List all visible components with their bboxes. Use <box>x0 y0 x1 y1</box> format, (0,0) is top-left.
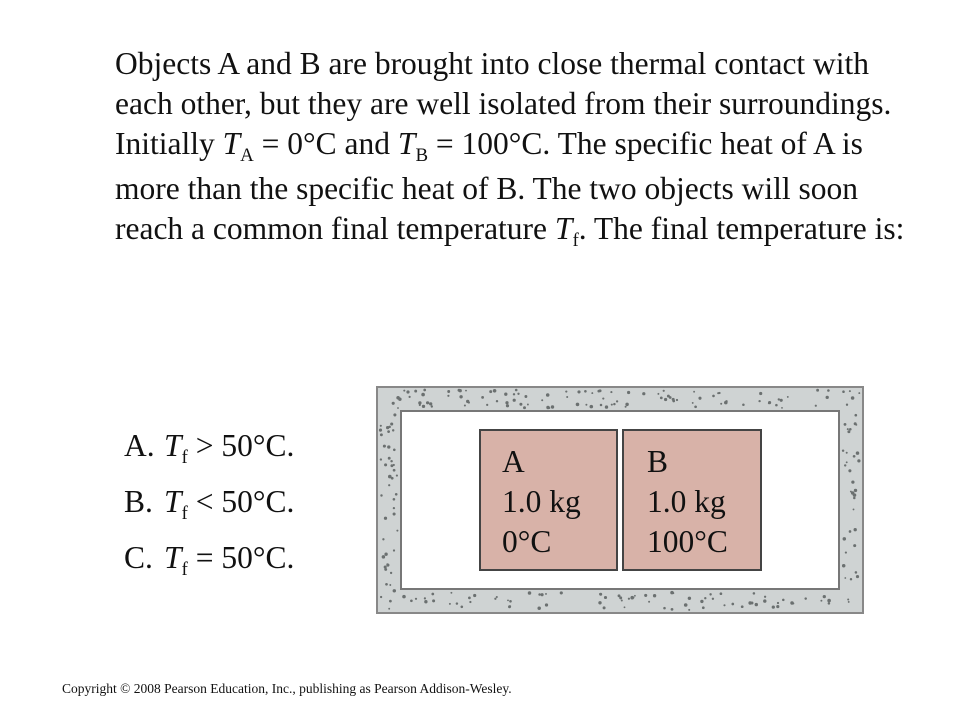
insulation-speck <box>393 498 396 501</box>
insulation-speck <box>380 596 382 598</box>
insulation-speck <box>393 449 396 452</box>
insulation-speck <box>468 402 470 404</box>
insulation-speck <box>847 430 850 433</box>
insulation-speck <box>804 597 806 599</box>
insulation-speck <box>605 405 608 408</box>
insulation-speck <box>827 599 831 603</box>
insulation-speck <box>384 463 387 466</box>
insulation-speck <box>504 393 507 396</box>
insulation-speck <box>853 497 856 500</box>
insulation-speck <box>382 555 386 559</box>
insulation-speck <box>688 609 690 611</box>
insulation-speck <box>758 400 760 402</box>
inner-cavity <box>401 411 839 589</box>
insulation-speck <box>847 428 849 430</box>
insulation-speck <box>823 595 826 598</box>
insulation-speck <box>851 480 854 483</box>
insulation-speck <box>591 392 593 394</box>
insulation-speck <box>507 599 509 601</box>
insulation-speck <box>395 493 398 496</box>
object-a-mass: 1.0 kg <box>502 484 581 519</box>
object-a-name: A <box>502 444 525 479</box>
insulation-speck <box>390 460 392 462</box>
insulation-speck <box>393 512 396 515</box>
insulation-speck <box>657 393 659 395</box>
insulation-speck <box>461 606 464 609</box>
insulation-speck <box>816 389 819 392</box>
insulation-speck <box>388 608 390 610</box>
insulation-speck <box>431 405 433 407</box>
insulation-speck <box>851 491 855 495</box>
insulation-speck <box>753 592 756 595</box>
insulation-speck <box>856 575 859 578</box>
insulation-speck <box>603 606 606 609</box>
insulation-speck <box>380 494 382 496</box>
insulation-speck <box>406 390 409 393</box>
insulation-speck <box>723 604 725 606</box>
temp-a-subscript: A <box>240 144 254 166</box>
insulation-speck <box>389 600 392 603</box>
insulation-speck <box>386 564 389 567</box>
insulation-speck <box>410 599 413 602</box>
insulation-speck <box>493 389 497 393</box>
insulation-speck <box>845 552 847 554</box>
insulation-speck <box>421 393 425 397</box>
insulation-speck <box>854 414 857 417</box>
insulation-speck <box>393 464 395 466</box>
insulation-speck <box>768 402 770 404</box>
insulation-speck <box>481 396 484 399</box>
insulation-speck <box>618 594 621 597</box>
insulation-speck <box>844 464 846 466</box>
insulation-speck <box>403 390 405 392</box>
insulation-speck <box>844 423 847 426</box>
insulation-speck <box>664 398 667 401</box>
insulation-speck <box>379 428 382 431</box>
insulation-speck <box>712 598 714 600</box>
insulation-speck <box>469 601 471 603</box>
copyright-notice: Copyright © 2008 Pearson Education, Inc., publishing as Pearson Addison-Wesley. <box>62 681 512 696</box>
object-b-mass: 1.0 kg <box>647 484 726 519</box>
insulation-speck <box>496 596 498 598</box>
insulation-speck <box>414 390 417 393</box>
insulation-speck <box>624 606 626 608</box>
insulation-speck <box>759 392 762 395</box>
insulation-speck <box>846 461 848 463</box>
insulation-speck <box>545 603 548 606</box>
insulation-speck <box>393 469 396 472</box>
insulation-speck <box>842 564 845 567</box>
insulation-speck <box>523 406 526 409</box>
insulation-speck <box>566 396 568 398</box>
insulation-speck <box>560 591 563 594</box>
insulation-speck <box>669 396 672 399</box>
temp-b-variable: T <box>397 126 416 161</box>
insulation-speck <box>384 568 387 571</box>
insulation-speck <box>849 530 852 533</box>
insulation-speck <box>513 399 516 402</box>
question-part-2: = 0°C and <box>253 126 398 161</box>
insulated-container-figure <box>376 386 864 614</box>
insulation-speck <box>688 597 691 600</box>
insulation-speck <box>459 389 462 392</box>
insulation-speck <box>528 591 532 595</box>
insulation-speck <box>616 400 618 402</box>
insulation-speck <box>426 401 429 404</box>
answer-choices <box>124 418 364 586</box>
insulation-speck <box>393 507 395 509</box>
insulation-speck <box>847 598 849 600</box>
insulation-speck <box>855 571 858 574</box>
insulation-speck <box>380 433 383 436</box>
insulation-speck <box>644 594 647 597</box>
insulation-speck <box>447 390 450 393</box>
insulation-speck <box>509 600 512 603</box>
insulation-speck <box>782 599 785 602</box>
insulation-speck <box>515 389 518 392</box>
insulation-speck <box>447 395 449 397</box>
insulation-speck <box>742 403 745 406</box>
insulation-speck <box>468 597 471 600</box>
insulation-speck <box>456 602 458 604</box>
insulation-speck <box>548 407 550 409</box>
insulation-speck <box>630 596 634 600</box>
insulation-speck <box>731 603 734 606</box>
insulation-speck <box>846 404 848 406</box>
insulation-speck <box>763 599 766 602</box>
choice-text: < 50°C. <box>187 484 295 519</box>
insulation-speck <box>429 402 432 405</box>
insulation-speck <box>393 549 395 551</box>
insulation-speck <box>663 390 665 392</box>
insulation-speck <box>545 593 547 595</box>
insulation-speck <box>494 598 496 600</box>
insulation-speck <box>432 599 435 602</box>
insulation-speck <box>384 553 387 556</box>
choice-b[interactable] <box>124 474 364 530</box>
insulation-speck <box>671 608 674 611</box>
insulation-speck <box>611 404 613 406</box>
insulation-speck <box>724 401 728 405</box>
insulation-speck <box>684 603 688 607</box>
insulation-speck <box>391 477 394 480</box>
choice-subscript: f <box>181 446 188 468</box>
insulation-speck <box>621 599 623 601</box>
insulation-speck <box>698 397 701 400</box>
insulation-speck <box>704 597 706 599</box>
insulation-speck <box>576 403 580 407</box>
insulation-speck <box>755 603 758 606</box>
insulation-speck <box>672 398 675 401</box>
choice-letter: A. <box>124 428 155 463</box>
insulation-speck <box>392 429 394 431</box>
insulation-speck <box>409 396 411 398</box>
insulation-speck <box>780 399 783 402</box>
choice-letter: C. <box>124 540 153 575</box>
insulation-speck <box>424 597 426 599</box>
insulation-speck <box>496 400 498 402</box>
insulation-speck <box>390 572 392 574</box>
insulation-speck <box>787 396 789 398</box>
insulation-speck <box>700 600 703 603</box>
insulation-speck <box>602 398 604 400</box>
insulation-speck <box>541 399 543 401</box>
insulation-speck <box>383 445 386 448</box>
insulation-speck <box>431 593 434 596</box>
insulation-speck <box>854 489 857 492</box>
insulation-speck <box>382 538 384 540</box>
insulation-speck <box>449 603 451 605</box>
insulation-speck <box>464 404 466 406</box>
insulation-speck <box>393 589 396 592</box>
insulation-speck <box>465 390 467 392</box>
insulation-speck <box>489 390 492 393</box>
insulation-speck <box>776 605 779 608</box>
figure-svg <box>376 386 864 614</box>
insulation-speck <box>663 607 666 610</box>
insulation-speck <box>513 393 515 395</box>
insulation-speck <box>855 424 857 426</box>
insulation-speck <box>390 422 393 425</box>
insulation-speck <box>851 396 855 400</box>
object-b-temp: 100°C <box>647 524 728 559</box>
insulation-speck <box>775 404 778 407</box>
choice-variable: T <box>164 540 182 575</box>
insulation-speck <box>424 600 427 603</box>
insulation-speck <box>422 405 425 408</box>
insulation-speck <box>415 598 417 600</box>
insulation-speck <box>850 578 852 580</box>
insulation-speck <box>826 396 829 399</box>
choice-subscript: f <box>181 502 188 524</box>
insulation-speck <box>398 397 401 400</box>
insulation-speck <box>648 601 650 603</box>
choice-subscript: f <box>181 558 188 580</box>
insulation-speck <box>519 403 522 406</box>
insulation-speck <box>772 605 775 608</box>
insulation-speck <box>634 595 636 597</box>
insulation-speck <box>720 592 723 595</box>
temp-b-subscript: B <box>415 144 429 166</box>
insulation-speck <box>396 530 398 532</box>
choice-a[interactable] <box>124 418 364 474</box>
insulation-speck <box>388 484 390 486</box>
insulation-speck <box>565 391 567 393</box>
insulation-speck <box>599 593 601 595</box>
insulation-speck <box>853 508 855 510</box>
choice-variable: T <box>164 428 182 463</box>
insulation-speck <box>384 517 387 520</box>
insulation-speck <box>546 393 550 397</box>
insulation-speck <box>509 605 511 607</box>
question-part-1: Objects A and B are brought into close thermal contact with each other, but they are well isolated from their surroundings. Initially <box>115 46 892 161</box>
insulation-speck <box>524 395 527 398</box>
insulation-speck <box>709 593 711 595</box>
insulation-speck <box>694 405 697 408</box>
insulation-speck <box>397 407 399 409</box>
insulation-speck <box>849 390 851 392</box>
insulation-speck <box>385 583 388 586</box>
choice-variable: T <box>164 484 182 519</box>
insulation-speck <box>653 594 656 597</box>
insulation-speck <box>625 406 627 408</box>
insulation-speck <box>853 544 856 547</box>
question-text <box>115 44 915 254</box>
object-a-temp: 0°C <box>502 524 552 559</box>
insulation-speck <box>537 606 540 609</box>
insulation-speck <box>764 596 766 598</box>
insulation-speck <box>610 391 612 393</box>
insulation-speck <box>517 393 519 395</box>
insulation-speck <box>541 593 544 596</box>
insulation-speck <box>392 402 395 405</box>
insulation-speck <box>856 451 860 455</box>
insulation-speck <box>828 602 831 605</box>
question-part-3: = 100°C. The specific heat of A is more than the specific heat of B. The two objects will soon reach a common final temperature <box>115 126 863 246</box>
insulation-speck <box>627 391 630 394</box>
insulation-speck <box>473 594 476 597</box>
insulation-speck <box>380 425 382 427</box>
insulation-speck <box>717 392 719 394</box>
insulation-speck <box>692 402 694 404</box>
insulation-speck <box>827 389 830 392</box>
insulation-speck <box>741 605 744 608</box>
object-b-name: B <box>647 444 669 479</box>
insulation-speck <box>600 404 603 407</box>
insulation-speck <box>642 392 645 395</box>
insulation-speck <box>389 584 391 586</box>
insulation-speck <box>693 391 695 393</box>
insulation-speck <box>380 458 382 460</box>
choice-text: > 50°C. <box>187 428 295 463</box>
insulation-speck <box>393 413 396 416</box>
insulation-speck <box>846 452 848 454</box>
insulation-speck <box>396 475 398 477</box>
insulation-speck <box>418 401 421 404</box>
temp-a-variable: T <box>222 126 241 161</box>
insulation-speck <box>613 403 615 405</box>
insulation-speck <box>848 601 850 603</box>
insulation-speck <box>712 395 715 398</box>
insulation-speck <box>628 598 630 600</box>
insulation-speck <box>402 595 406 599</box>
temp-final-variable: T <box>554 211 573 246</box>
question-part-4: . The final temperature is: <box>578 211 905 246</box>
insulation-speck <box>792 602 794 604</box>
insulation-speck <box>777 602 779 604</box>
insulation-speck <box>423 389 426 392</box>
insulation-speck <box>505 401 508 404</box>
insulation-speck <box>598 601 601 604</box>
choice-c[interactable] <box>124 530 364 586</box>
insulation-speck <box>820 600 822 602</box>
insulation-speck <box>388 426 391 429</box>
insulation-speck <box>506 404 509 407</box>
insulation-speck <box>751 602 754 605</box>
insulation-speck <box>720 403 722 405</box>
insulation-speck <box>702 606 705 609</box>
insulation-speck <box>842 449 844 451</box>
insulation-speck <box>584 390 587 393</box>
insulation-speck <box>604 596 607 599</box>
insulation-speck <box>577 390 580 393</box>
insulation-speck <box>844 577 846 579</box>
insulation-speck <box>387 445 390 448</box>
choice-text: = 50°C. <box>187 540 295 575</box>
insulation-speck <box>459 395 462 398</box>
insulation-speck <box>388 457 391 460</box>
insulation-speck <box>854 528 857 531</box>
insulation-speck <box>781 407 783 409</box>
insulation-speck <box>853 455 856 458</box>
insulation-speck <box>486 404 488 406</box>
insulation-speck <box>849 428 852 431</box>
insulation-speck <box>387 430 390 433</box>
insulation-speck <box>843 537 846 540</box>
temp-final-subscript: f <box>572 229 579 251</box>
insulation-speck <box>625 403 628 406</box>
choice-letter: B. <box>124 484 153 519</box>
insulation-speck <box>842 390 845 393</box>
insulation-speck <box>660 397 663 400</box>
insulation-speck <box>527 404 529 406</box>
insulation-speck <box>450 592 452 594</box>
insulation-speck <box>858 392 860 394</box>
insulation-speck <box>597 390 600 393</box>
insulation-speck <box>857 459 860 462</box>
insulation-speck <box>590 405 594 409</box>
insulation-speck <box>538 593 541 596</box>
insulation-speck <box>848 469 851 472</box>
insulation-speck <box>676 399 678 401</box>
insulation-speck <box>585 404 587 406</box>
insulation-speck <box>670 591 674 595</box>
insulation-speck <box>815 405 817 407</box>
insulation-speck <box>551 405 554 408</box>
